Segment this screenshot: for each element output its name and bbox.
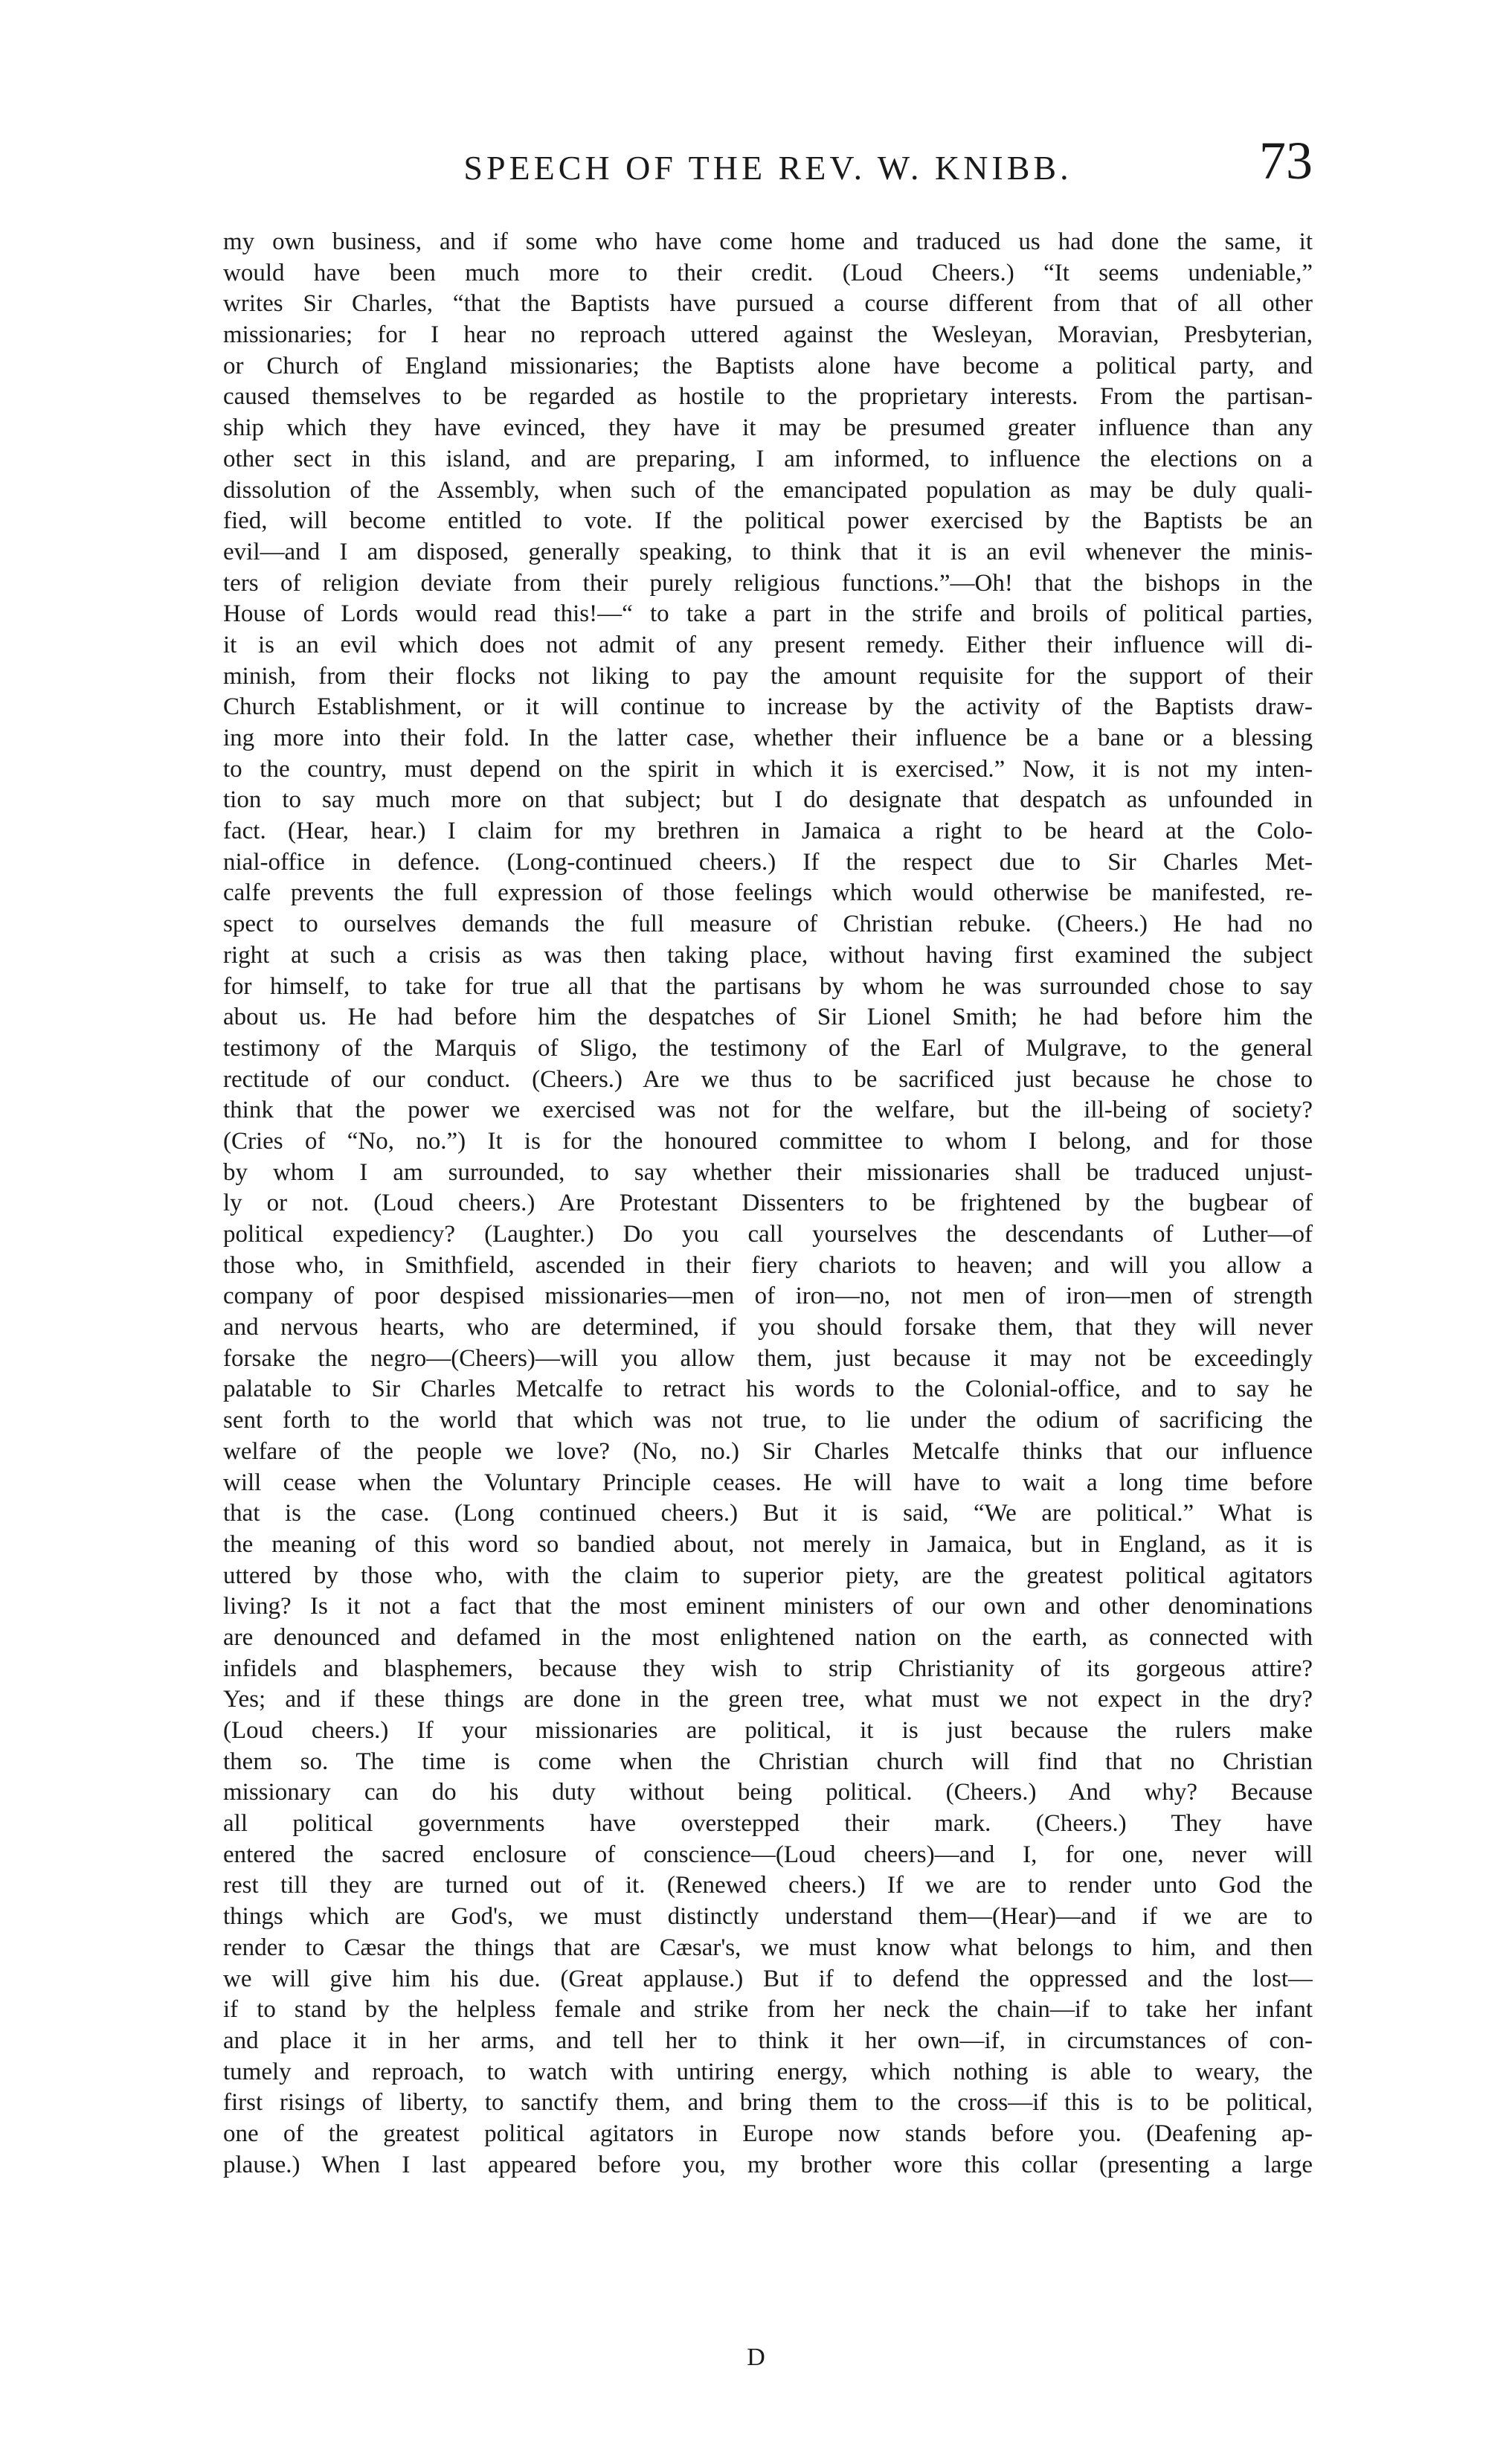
text-line: company of poor despised missionaries—men of iron—no, not men of iron—men of strength [223,1283,1313,1310]
text-line: House of Lords would read this!—“ to take a part in the strife and broils of political parties, [223,600,1313,628]
text-line: we will give him his due. (Great applause.) But if to defend the oppressed and the lost— [223,1965,1313,1992]
text-line: render to Cæsar the things that are Cæsar's, we must know what belongs to him, and then [223,1934,1313,1961]
text-line: are denounced and defamed in the most enlightened nation on the earth, as connected with [223,1623,1313,1651]
text-line: living? Is it not a fact that the most eminent ministers of our own and other denominations [223,1593,1313,1620]
text-line: and nervous hearts, who are determined, if you should forsake them, that they will never [223,1314,1313,1341]
text-line: caused themselves to be regarded as hostile to the proprietary interests. From the partisan- [223,383,1313,411]
text-line: tion to say much more on that subject; but I do designate that despatch as unfounded in [223,786,1313,814]
text-line: (Cries of “No, no.”) It is for the honoured committee to whom I belong, and for those [223,1127,1313,1155]
text-line: first risings of liberty, to sanctify them, and bring them to the cross—if this is to be political, [223,2089,1313,2117]
text-line: calfe prevents the full expression of those feelings which would otherwise be manifested, re- [223,879,1313,907]
text-line: (Loud cheers.) If your missionaries are political, it is just because the rulers make [223,1717,1313,1744]
text-line: will cease when the Voluntary Principle ceases. He will have to wait a long time before [223,1469,1313,1496]
text-line: and place it in her arms, and tell her to think it her own—if, in circumstances of con- [223,2027,1313,2054]
text-line: uttered by those who, with the claim to superior piety, are the greatest political agitators [223,1562,1313,1589]
text-line: tumely and reproach, to watch with untiring energy, which nothing is able to weary, the [223,2058,1313,2085]
text-line: testimony of the Marquis of Sligo, the testimony of the Earl of Mulgrave, to the general [223,1034,1313,1062]
text-line: minish, from their flocks not liking to pay the amount requisite for the support of their [223,662,1313,690]
text-line: would have been much more to their credit. (Loud Cheers.) “It seems undeniable,” [223,259,1313,286]
text-line: Yes; and if these things are done in the green tree, what must we not expect in the dry? [223,1686,1313,1713]
text-line: them so. The time is come when the Christian church will find that no Christian [223,1748,1313,1775]
text-line: nial-office in defence. (Long-continued cheers.) If the respect due to Sir Charles Met- [223,848,1313,876]
text-line: that is the case. (Long continued cheers.) But it is said, “We are political.” What is [223,1500,1313,1527]
text-line: spect to ourselves demands the full measure of Christian rebuke. (Cheers.) He had no [223,911,1313,938]
text-line: other sect in this island, and are preparing, I am informed, to influence the elections on a [223,445,1313,472]
text-line: or Church of England missionaries; the Baptists alone have become a political party, and [223,352,1313,379]
text-line: welfare of the people we love? (No, no.) Sir Charles Metcalfe thinks that our influence [223,1437,1313,1465]
page-number: 73 [1259,131,1313,190]
text-line: missionary can do his duty without being political. (Cheers.) And why? Because [223,1779,1313,1806]
text-line: evil—and I am disposed, generally speaking, to think that it is an evil whenever the minis- [223,538,1313,565]
text-line: fied, will become entitled to vote. If the political power exercised by the Baptists be an [223,507,1313,535]
text-line: by whom I am surrounded, to say whether their missionaries shall be traduced unjust- [223,1158,1313,1186]
text-line: ters of religion deviate from their purely religious functions.”—Oh! that the bishops in the [223,569,1313,597]
text-line: ly or not. (Loud cheers.) Are Protestant Dissenters to be frightened by the bugbear of [223,1190,1313,1217]
text-line: entered the sacred enclosure of conscience—(Loud cheers)—and I, for one, never will [223,1841,1313,1868]
text-line: writes Sir Charles, “that the Baptists have pursued a course different from that of all other [223,290,1313,318]
body-text [223,227,1313,2181]
text-line: palatable to Sir Charles Metcalfe to retract his words to the Colonial-office, and to say he [223,1376,1313,1403]
text-line: to the country, must depend on the spirit in which it is exercised.” Now, it is not my inten- [223,755,1313,783]
text-line: missionaries; for I hear no reproach uttered against the Wesleyan, Moravian, Presbyterian, [223,321,1313,349]
text-line: one of the greatest political agitators in Europe now stands before you. (Deafening ap- [223,2120,1313,2147]
text-line: political expediency? (Laughter.) Do you call yourselves the descendants of Luther—of [223,1221,1313,1248]
text-line: infidels and blasphemers, because they wish to strip Christianity of its gorgeous attire? [223,1655,1313,1682]
text-line: Church Establishment, or it will continue to increase by the activity of the Baptists draw- [223,693,1313,721]
text-line: ing more into their fold. In the latter case, whether their influence be a bane or a blessing [223,725,1313,751]
text-line: all political governments have overstepped their mark. (Cheers.) They have [223,1810,1313,1838]
text-line: dissolution of the Assembly, when such of the emancipated population as may be duly quali- [223,476,1313,504]
text-line: about us. He had before him the despatches of Sir Lionel Smith; he had before him the [223,1004,1313,1031]
text-line: it is an evil which does not admit of any present remedy. Either their influence will di- [223,631,1313,658]
running-title: SPEECH OF THE REV. W. KNIBB. [463,149,1072,187]
text-line: rest till they are turned out of it. (Renewed cheers.) If we are to render unto God the [223,1872,1313,1899]
text-line: the meaning of this word so bandied about, not merely in Jamaica, but in England, as it is [223,1530,1313,1558]
signature-mark: D [747,2344,765,2371]
text-line: think that the power we exercised was not for the welfare, but the ill-being of society? [223,1097,1313,1124]
text-line: fact. (Hear, hear.) I claim for my brethren in Jamaica a right to be heard at the Colo- [223,818,1313,845]
running-head [223,130,1313,197]
text-line: ship which they have evinced, they have it may be presumed greater influence than any [223,414,1313,442]
text-line: right at such a crisis as was then taking place, without having first examined the subject [223,941,1313,969]
text-line: if to stand by the helpless female and strike from her neck the chain—if to take her infant [223,1996,1313,2024]
text-line: my own business, and if some who have come home and traduced us had done the same, it [223,228,1313,255]
text-line: rectitude of our conduct. (Cheers.) Are we thus to be sacrificed just because he chose to [223,1065,1313,1093]
text-line: sent forth to the world that which was not true, to lie under the odium of sacrificing the [223,1407,1313,1434]
text-line: those who, in Smithfield, ascended in their fiery chariots to heaven; and will you allow a [223,1251,1313,1279]
text-line: for himself, to take for true all that the partisans by whom he was surrounded chose to say [223,972,1313,1000]
text-line: things which are God's, we must distinctly understand them—(Hear)—and if we are to [223,1903,1313,1931]
text-line: plause.) When I last appeared before you, my brother wore this collar (presenting a large [223,2151,1313,2178]
text-line: forsake the negro—(Cheers)—will you allow them, just because it may not be exceedingly [223,1344,1313,1372]
